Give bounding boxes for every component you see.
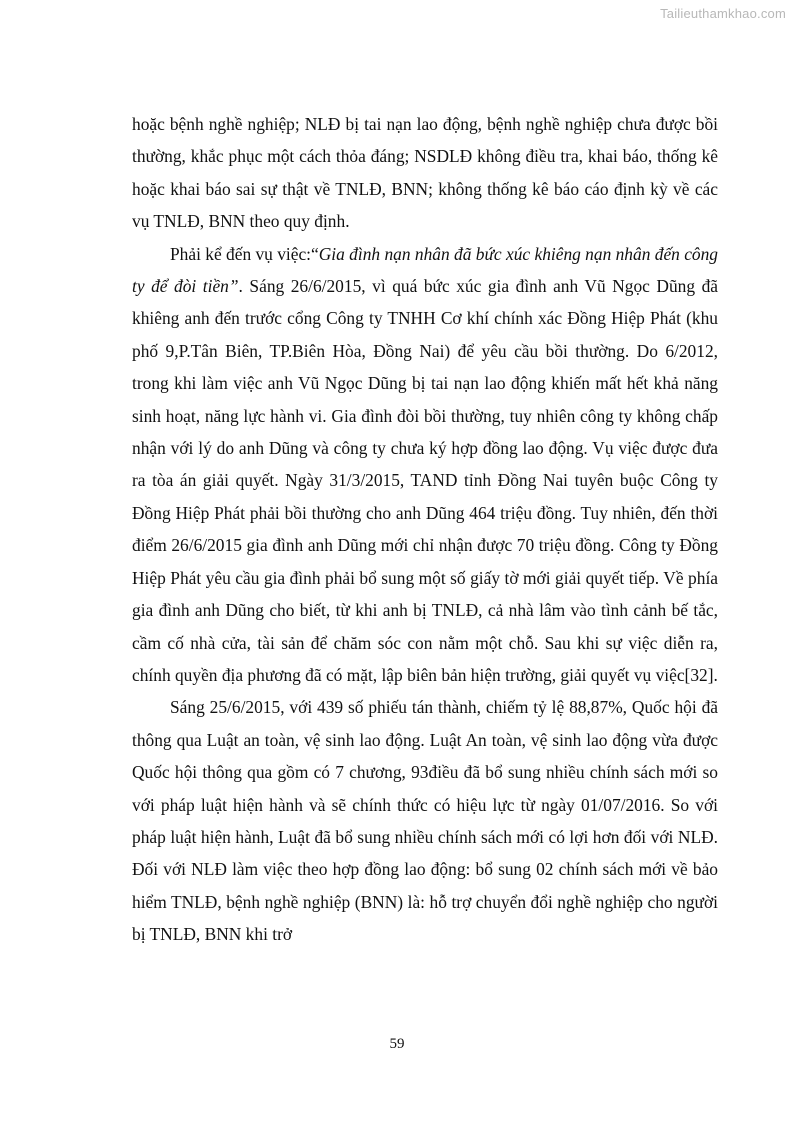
document-body xyxy=(132,108,718,951)
quoted-case-title: Gia đình nạn nhân đã bức xúc khiêng nạn nhân đến công ty để đòi tiền” xyxy=(132,243,719,297)
paragraph-continuation: hoặc bệnh nghề nghiệp; NLĐ bị tai nạn lao động, bệnh nghề nghiệp chưa được bồi thường, khắc phục một cách thỏa đáng; NSDLĐ không điều tra, khai báo, thống kê hoặc khai báo sai sự thật về TNLĐ, BNN; không thống kê báo cáo định kỳ về các vụ TNLĐ, BNN theo quy định. xyxy=(132,114,718,232)
page-number: 59 xyxy=(389,1036,405,1052)
watermark-text: Tailieuthamkhao.com xyxy=(660,6,786,21)
paragraph-lead: Phải kể đến vụ việc:“ xyxy=(170,243,319,264)
paragraph-law-passage: Sáng 25/6/2015, với 439 số phiếu tán thành, chiếm tỷ lệ 88,87%, Quốc hội đã thông qua Luật an toàn, vệ sinh lao động. Luật An toàn, vệ sinh lao động vừa được Quốc hội thông qua gồm có 7 chương, 93điều đã bổ sung nhiều chính sách mới so với pháp luật hiện hành và sẽ chính thức có hiệu lực từ ngày 01/07/2016. So với pháp luật hiện hành, Luật đã bổ sung nhiều chính sách mới có lợi hơn đối với NLĐ. Đối với NLĐ làm việc theo hợp đồng lao động: bổ sung 02 chính sách mới về bảo hiểm TNLĐ, bệnh nghề nghiệp (BNN) là: hỗ trợ chuyển đổi nghề nghiệp cho người bị TNLĐ, BNN khi trở xyxy=(132,697,718,945)
paragraph-body: . Sáng 26/6/2015, vì quá bức xúc gia đình anh Vũ Ngọc Dũng đã khiêng anh đến trước cổng Công ty TNHH Cơ khí chính xác Đồng Hiệp Phát (khu phố 9,P.Tân Biên, TP.Biên Hòa, Đồng Nai) để yêu cầu bồi thường. Do 6/2012, trong khi làm việc anh Vũ Ngọc Dũng bị tai nạn lao động khiến mất hết khả năng sinh hoạt, năng lực hành vi. Gia đình đòi bồi thường, tuy nhiên công ty không chấp nhận với lý do anh Dũng và công ty chưa ký hợp đồng lao động. Vụ việc được đưa ra tòa án giải quyết. Ngày 31/3/2015, TAND tỉnh Đồng Nai tuyên buộc Công ty Đồng Hiệp Phát phải bồi thường cho anh Dũng 464 triệu đồng. Tuy nhiên, đến thời điểm 26/6/2015 gia đình anh Dũng mới chỉ nhận được 70 triệu đồng. Công ty Đồng Hiệp Phát yêu cầu gia đình phải bổ sung một số giấy tờ mới giải quyết tiếp. Về phía gia đình anh Dũng cho biết, từ khi anh bị TNLĐ, cả nhà lâm vào tình cảnh bế tắc, cầm cố nhà cửa, tài sản để chăm sóc con nằm một chỗ. Sau khi sự việc diễn ra, chính quyền địa phương đã có mặt, lập biên bản hiện trường, giải quyết vụ việc[32]. xyxy=(132,276,718,685)
paragraph-case-study xyxy=(132,238,718,692)
